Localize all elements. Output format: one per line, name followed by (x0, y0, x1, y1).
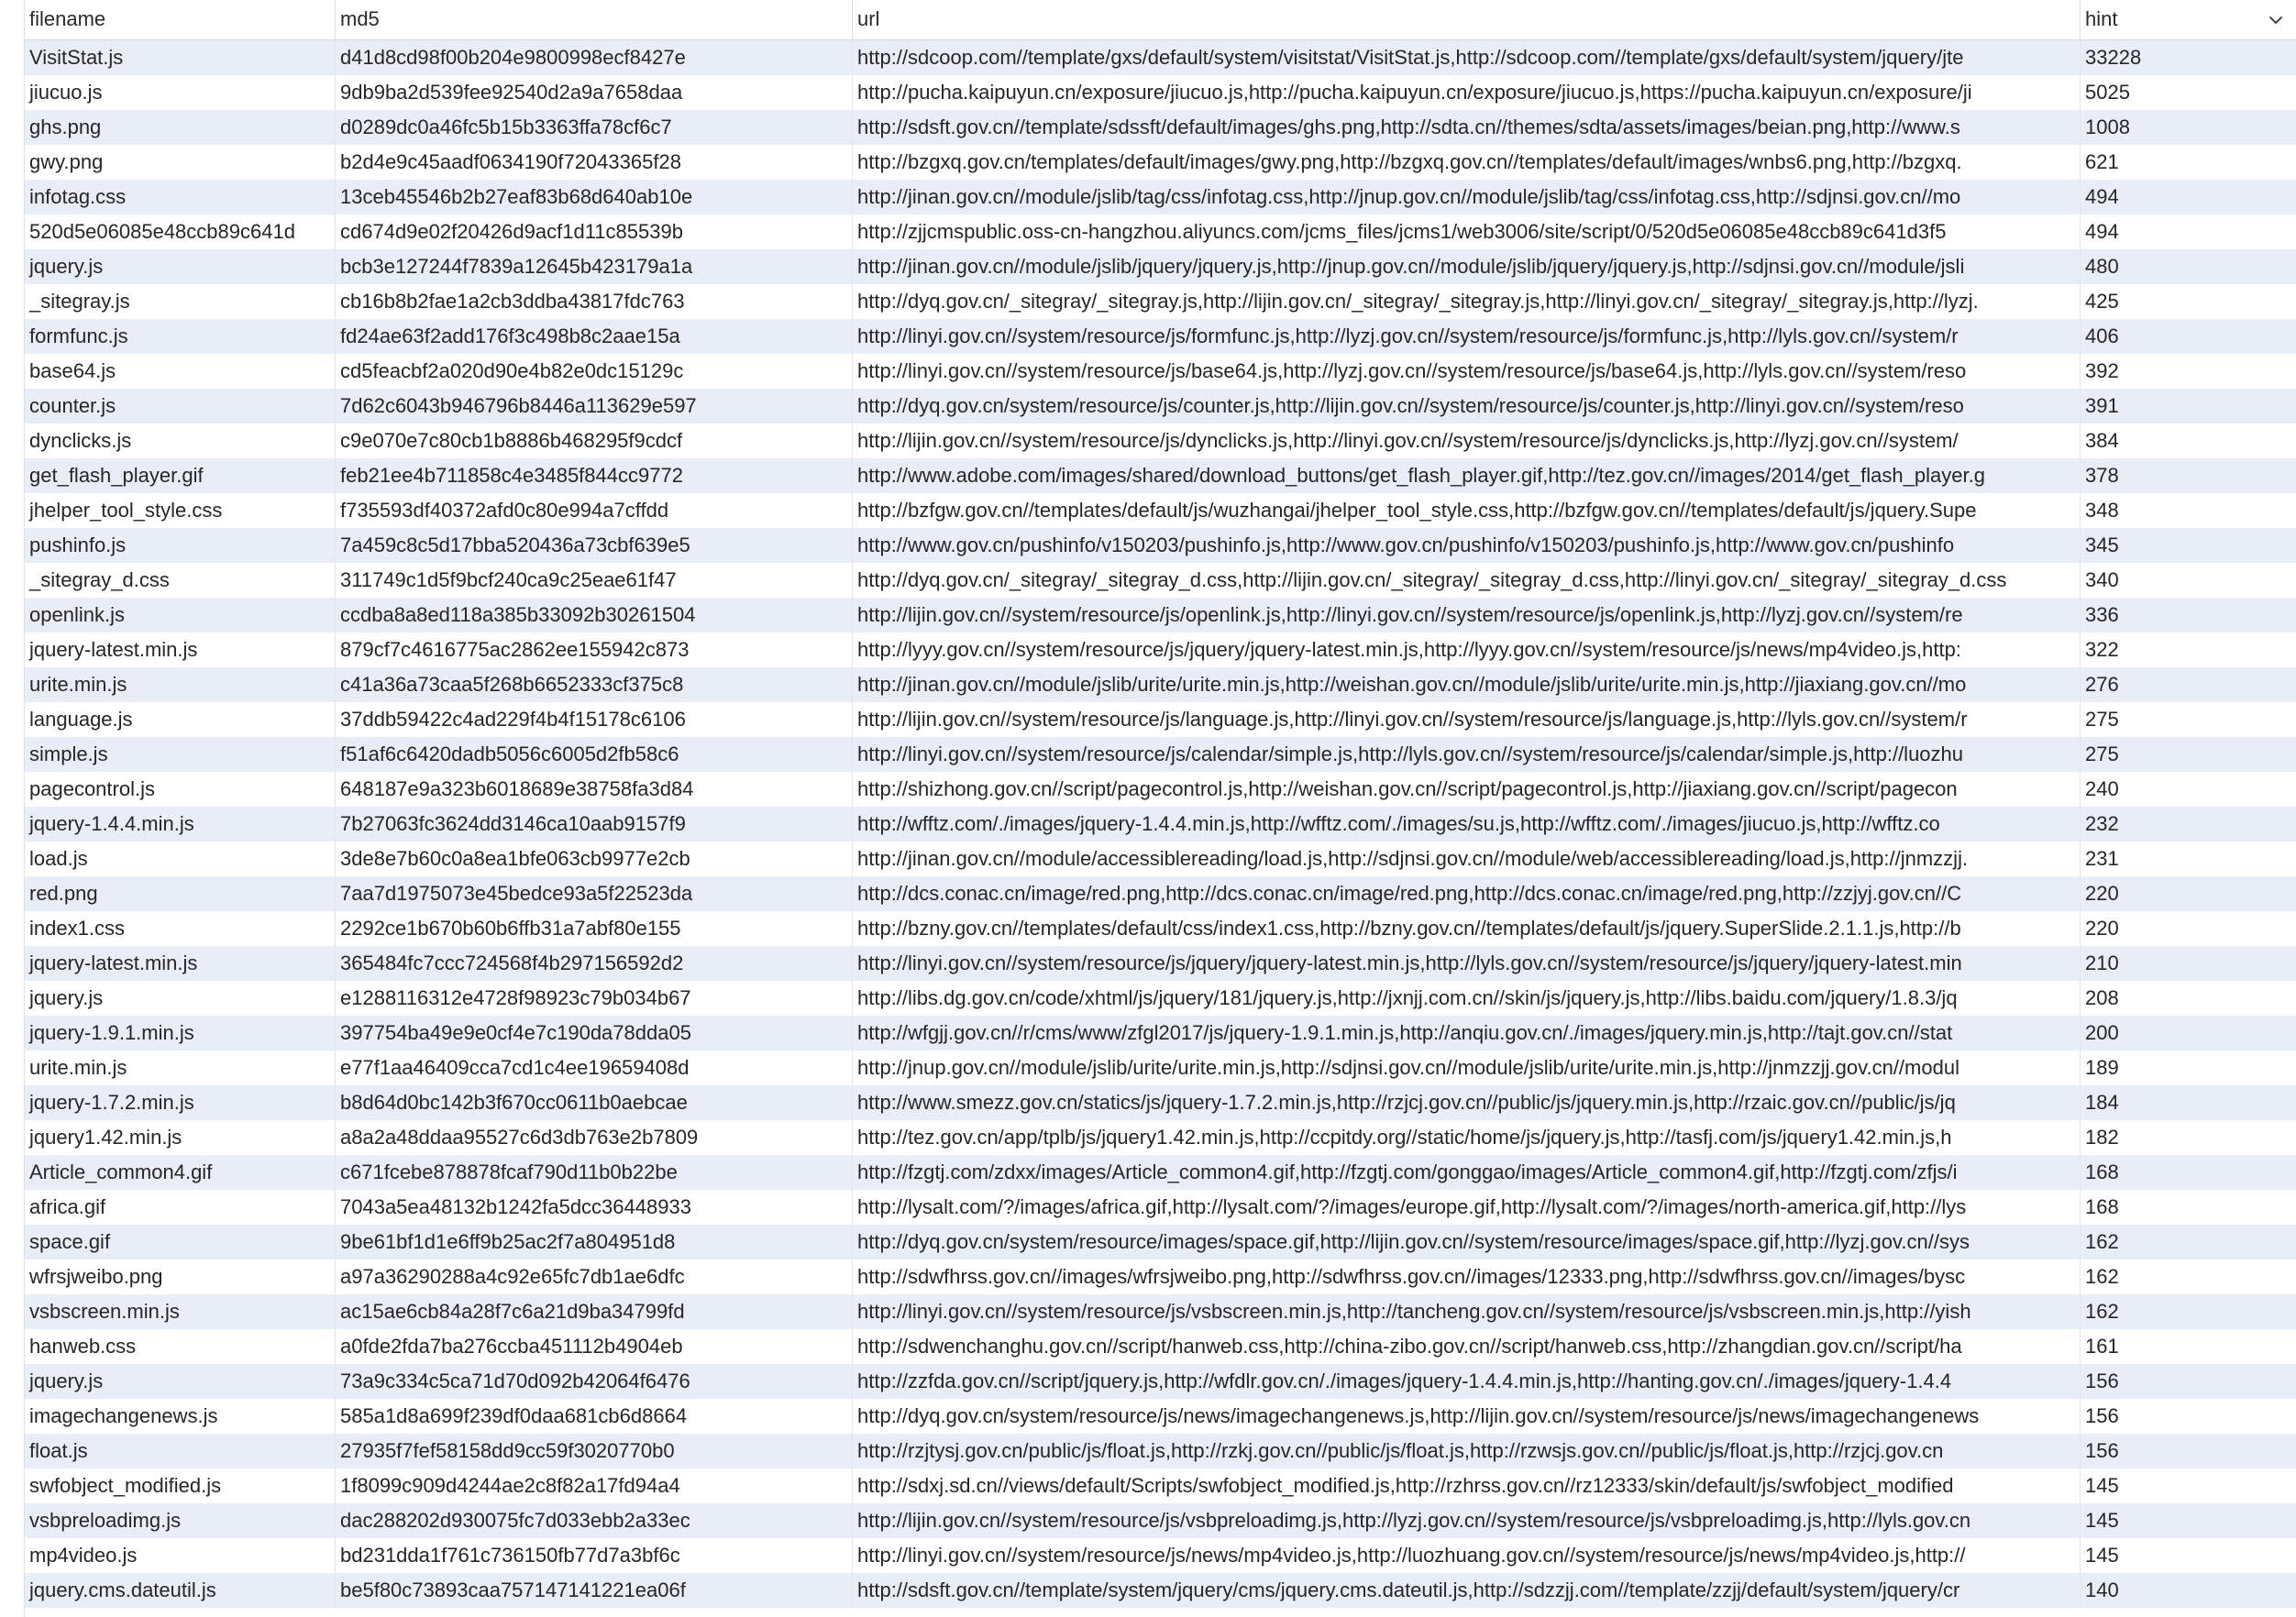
cell-hint[interactable]: 182 (2085, 1126, 2119, 1149)
cell-url[interactable]: http://fzgtj.com/zdxx/images/Article_common4.gif,http://fzgtj.com/gonggao/images/Article_common4.gif,http://fzgtj.com/zfjs/i (853, 1155, 2081, 1190)
cell-md5[interactable]: 311749c1d5f9bcf240ca9c25eae61f47 (336, 563, 853, 598)
cell-md5[interactable]: 9be61bf1d1e6ff9b25ac2f7a804951d8 (336, 1225, 853, 1260)
cell-hint[interactable]: 240 (2085, 777, 2119, 800)
cell-url[interactable]: http://lijin.gov.cn//system/resource/js/language.js,http://linyi.gov.cn//system/resource/js/language.js,http://lyls.gov.cn//system/r (853, 702, 2081, 737)
cell-filename[interactable]: counter.js (25, 389, 336, 424)
cell-md5[interactable]: dac288202d930075fc7d033ebb2a33ec (336, 1503, 853, 1538)
cell-md5[interactable]: c9e070e7c80cb1b8886b468295f9cdcf (336, 424, 853, 458)
cell-url[interactable]: http://sdwfhrss.gov.cn//images/wfrsjweibo.png,http://sdwfhrss.gov.cn//images/12333.png,http://sdwfhrss.gov.cn//images/bysc (853, 1260, 2081, 1294)
cell-filename[interactable]: simple.js (25, 737, 336, 772)
cell-filename[interactable]: jhelper_tool_style.css (25, 493, 336, 528)
cell-md5[interactable]: 7a459c8c5d17bba520436a73cbf639e5 (336, 528, 853, 563)
cell-hint[interactable]: 168 (2085, 1195, 2119, 1218)
cell-hint[interactable]: 345 (2085, 534, 2119, 556)
cell-filename[interactable]: pagecontrol.js (25, 772, 336, 807)
cell-filename[interactable]: jquery-latest.min.js (25, 632, 336, 667)
cell-md5[interactable]: d41d8cd98f00b204e9800998ecf8427e (336, 40, 853, 75)
cell-url[interactable]: http://www.adobe.com/images/shared/download_buttons/get_flash_player.gif,http://tez.gov.cn//images/2014/get_flash_player.g (853, 458, 2081, 493)
cell-filename[interactable]: hanweb.css (25, 1329, 336, 1364)
table-row[interactable] (25, 1155, 2296, 1190)
cell-url[interactable]: http://dyq.gov.cn/_sitegray/_sitegray_d.css,http://lijin.gov.cn/_sitegray/_sitegray_d.css,http://linyi.gov.cn/_sitegray/_sitegray_d.css (853, 563, 2081, 598)
cell-url[interactable]: http://linyi.gov.cn//system/resource/js/jquery/jquery-latest.min.js,http://lyls.gov.cn//system/resource/js/jquery/jquery-latest.min (853, 946, 2081, 981)
cell-filename[interactable]: index1.css (25, 911, 336, 946)
table-row[interactable] (25, 1260, 2296, 1294)
cell-url[interactable]: http://pucha.kaipuyun.cn/exposure/jiucuo.js,http://pucha.kaipuyun.cn/exposure/jiucuo.js,https://pucha.kaipuyun.cn/exposure/ji (853, 75, 2081, 110)
cell-url[interactable]: http://tez.gov.cn/app/tplb/js/jquery1.42.min.js,http://ccpitdy.org//static/home/js/jquery.js,http://tasfj.com/js/jquery1.42.min.js,h (853, 1120, 2081, 1155)
cell-hint[interactable]: 340 (2085, 568, 2119, 591)
table-row[interactable] (25, 528, 2296, 563)
cell-hint[interactable]: 378 (2085, 464, 2119, 487)
cell-md5[interactable]: 585a1d8a699f239df0daa681cb6d8664 (336, 1399, 853, 1434)
table-row[interactable] (25, 145, 2296, 180)
cell-filename[interactable]: pushinfo.js (25, 528, 336, 563)
cell-hint[interactable]: 391 (2085, 394, 2119, 417)
cell-url[interactable]: http://jinan.gov.cn//module/jslib/tag/css/infotag.css,http://jnup.gov.cn//module/jslib/tag/css/infotag.css,http://sdjnsi.gov.cn//mo (853, 180, 2081, 214)
cell-hint[interactable]: 156 (2085, 1439, 2119, 1462)
cell-hint[interactable]: 480 (2085, 255, 2119, 278)
cell-url[interactable]: http://dyq.gov.cn/system/resource/js/news/imagechangenews.js,http://lijin.gov.cn//system/resource/js/news/imagechangenews (853, 1399, 2081, 1434)
cell-filename[interactable]: mp4video.js (25, 1538, 336, 1573)
table-row[interactable] (25, 1434, 2296, 1468)
cell-hint[interactable]: 210 (2085, 952, 2119, 974)
table-body (25, 40, 2296, 1608)
table-row[interactable] (25, 1364, 2296, 1399)
table-row[interactable] (25, 424, 2296, 458)
cell-filename[interactable]: vsbscreen.min.js (25, 1294, 336, 1329)
cell-filename[interactable]: jquery-1.9.1.min.js (25, 1016, 336, 1050)
cell-md5[interactable]: 27935f7fef58158dd9cc59f3020770b0 (336, 1434, 853, 1468)
cell-md5[interactable]: ac15ae6cb84a28f7c6a21d9ba34799fd (336, 1294, 853, 1329)
table-row[interactable] (25, 598, 2296, 632)
cell-url[interactable]: http://zjjcmspublic.oss-cn-hangzhou.aliyuncs.com/jcms_files/jcms1/web3006/site/script/0/520d5e06085e48ccb89c641d3f5 (853, 214, 2081, 249)
cell-hint[interactable]: 621 (2085, 150, 2119, 173)
table-row[interactable] (25, 632, 2296, 667)
table-row[interactable] (25, 354, 2296, 389)
cell-url[interactable]: http://lysalt.com/?/images/africa.gif,http://lysalt.com/?/images/europe.gif,http://lysalt.com/?/images/north-america.gif,http://lys (853, 1190, 2081, 1225)
cell-filename[interactable]: wfrsjweibo.png (25, 1260, 336, 1294)
cell-md5[interactable]: 7b27063fc3624dd3146ca10aab9157f9 (336, 807, 853, 842)
cell-hint[interactable]: 425 (2085, 290, 2119, 313)
cell-url[interactable]: http://linyi.gov.cn//system/resource/js/news/mp4video.js,http://luozhuang.gov.cn//system/resource/js/news/mp4video.js,http:// (853, 1538, 2081, 1573)
cell-url[interactable]: http://linyi.gov.cn//system/resource/js/calendar/simple.js,http://lyls.gov.cn//system/resource/js/calendar/simple.js,http://luozhu (853, 737, 2081, 772)
cell-url[interactable]: http://shizhong.gov.cn//script/pagecontrol.js,http://weishan.gov.cn//script/pagecontrol.js,http://jiaxiang.gov.cn//script/pagecon (853, 772, 2081, 807)
cell-url[interactable]: http://jnup.gov.cn//module/jslib/urite/urite.min.js,http://sdjnsi.gov.cn//module/jslib/urite/urite.min.js,http://jnmzzjj.gov.cn//modul (853, 1050, 2081, 1085)
cell-url[interactable]: http://www.smezz.gov.cn/statics/js/jquery-1.7.2.min.js,http://rzjcj.gov.cn//public/js/jquery.min.js,http://rzaic.gov.cn//public/js/jq (853, 1085, 2081, 1120)
cell-hint[interactable]: 168 (2085, 1160, 2119, 1183)
table-row[interactable] (25, 1016, 2296, 1050)
cell-url[interactable]: http://bzfgw.gov.cn//templates/default/js/wuzhangai/jhelper_tool_style.css,http://bzfgw.gov.cn//templates/default/js/jquery.Supe (853, 493, 2081, 528)
cell-url[interactable]: http://dyq.gov.cn/system/resource/images/space.gif,http://lijin.gov.cn//system/resource/images/space.gif,http://lyzj.gov.cn//sys (853, 1225, 2081, 1260)
table-row[interactable] (25, 1399, 2296, 1434)
table-row[interactable] (25, 319, 2296, 354)
cell-md5[interactable]: e77f1aa46409cca7cd1c4ee19659408d (336, 1050, 853, 1085)
cell-md5[interactable]: feb21ee4b711858c4e3485f844cc9772 (336, 458, 853, 493)
table-row[interactable] (25, 110, 2296, 145)
cell-url[interactable]: http://wfftz.com/./images/jquery-1.4.4.min.js,http://wfftz.com/./images/su.js,http://wfftz.com/./images/jiucuo.js,http://wfftz.co (853, 807, 2081, 842)
cell-filename[interactable]: VisitStat.js (25, 40, 336, 75)
cell-filename[interactable]: openlink.js (25, 598, 336, 632)
cell-hint[interactable]: 392 (2085, 359, 2119, 382)
cell-hint[interactable]: 189 (2085, 1056, 2119, 1079)
cell-hint[interactable]: 1008 (2085, 116, 2130, 138)
cell-filename[interactable]: jquery1.42.min.js (25, 1120, 336, 1155)
cell-url[interactable]: http://jinan.gov.cn//module/jslib/urite/urite.min.js,http://weishan.gov.cn//module/jslib/urite/urite.min.js,http://jiaxiang.gov.cn//mo (853, 667, 2081, 702)
cell-url[interactable]: http://www.gov.cn/pushinfo/v150203/pushinfo.js,http://www.gov.cn/pushinfo/v150203/pushinfo.js,http://www.gov.cn/pushinfo (853, 528, 2081, 563)
cell-url[interactable]: http://linyi.gov.cn//system/resource/js/base64.js,http://lyzj.gov.cn//system/resource/js/base64.js,http://lyls.gov.cn//system/reso (853, 354, 2081, 389)
cell-md5[interactable]: 1f8099c909d4244ae2c8f82a17fd94a4 (336, 1468, 853, 1503)
cell-hint[interactable]: 406 (2085, 324, 2119, 347)
cell-filename[interactable]: load.js (25, 842, 336, 876)
cell-url[interactable]: http://sdwenchanghu.gov.cn//script/hanweb.css,http://china-zibo.gov.cn//script/hanweb.css,http://zhangdian.gov.cn//script/ha (853, 1329, 2081, 1364)
cell-md5[interactable]: fd24ae63f2add176f3c498b8c2aae15a (336, 319, 853, 354)
cell-url[interactable]: http://dyq.gov.cn/system/resource/js/counter.js,http://lijin.gov.cn//system/resource/js/counter.js,http://linyi.gov.cn//system/reso (853, 389, 2081, 424)
table-row[interactable] (25, 1538, 2296, 1573)
column-header-filename[interactable] (25, 0, 336, 39)
cell-filename[interactable]: swfobject_modified.js (25, 1468, 336, 1503)
cell-md5[interactable]: a97a36290288a4c92e65fc7db1ae6dfc (336, 1260, 853, 1294)
cell-filename[interactable]: base64.js (25, 354, 336, 389)
cell-hint[interactable]: 184 (2085, 1091, 2119, 1114)
table-row[interactable] (25, 1050, 2296, 1085)
cell-filename[interactable]: imagechangenews.js (25, 1399, 336, 1434)
table-row[interactable] (25, 389, 2296, 424)
cell-md5[interactable]: 2292ce1b670b60b6ffb31a7abf80e155 (336, 911, 853, 946)
cell-hint[interactable]: 145 (2085, 1474, 2119, 1497)
cell-url[interactable]: http://lyyy.gov.cn//system/resource/js/jquery/jquery-latest.min.js,http://lyyy.gov.cn//system/resource/js/news/mp4video.js,http: (853, 632, 2081, 667)
cell-hint[interactable]: 156 (2085, 1370, 2119, 1392)
cell-filename[interactable]: jquery-1.7.2.min.js (25, 1085, 336, 1120)
cell-hint[interactable]: 161 (2085, 1335, 2119, 1358)
cell-hint[interactable]: 162 (2085, 1265, 2119, 1288)
cell-hint[interactable]: 140 (2085, 1578, 2119, 1601)
cell-url[interactable]: http://dyq.gov.cn/_sitegray/_sitegray.js,http://lijin.gov.cn/_sitegray/_sitegray.js,http://linyi.gov.cn/_sitegray/_sitegray.js,http://lyzj. (853, 284, 2081, 319)
table-row[interactable] (25, 1190, 2296, 1225)
cell-md5[interactable]: a8a2a48ddaa95527c6d3db763e2b7809 (336, 1120, 853, 1155)
cell-filename[interactable]: _sitegray.js (25, 284, 336, 319)
cell-hint[interactable]: 5025 (2085, 81, 2130, 104)
cell-hint[interactable]: 336 (2085, 603, 2119, 626)
cell-md5[interactable]: c41a36a73caa5f268b6652333cf375c8 (336, 667, 853, 702)
cell-hint[interactable]: 276 (2085, 673, 2119, 696)
cell-filename[interactable]: jquery.js (25, 1364, 336, 1399)
cell-hint[interactable]: 275 (2085, 742, 2119, 765)
cell-filename[interactable]: jquery-latest.min.js (25, 946, 336, 981)
table-row[interactable] (25, 1573, 2296, 1608)
chevron-down-icon[interactable] (2268, 13, 2283, 28)
cell-hint[interactable]: 162 (2085, 1300, 2119, 1323)
cell-filename[interactable]: float.js (25, 1434, 336, 1468)
table-row[interactable] (25, 667, 2296, 702)
cell-md5[interactable]: be5f80c73893caa757147141221ea06f (336, 1573, 853, 1608)
row-gutter (0, 0, 25, 1617)
table-row[interactable] (25, 1294, 2296, 1329)
cell-md5[interactable]: a0fde2fda7ba276ccba451112b4904eb (336, 1329, 853, 1364)
table-row[interactable] (25, 75, 2296, 110)
cell-md5[interactable]: b8d64d0bc142b3f670cc0611b0aebcae (336, 1085, 853, 1120)
cell-filename[interactable]: language.js (25, 702, 336, 737)
cell-hint[interactable]: 145 (2085, 1544, 2119, 1567)
column-header-label: md5 (340, 7, 380, 30)
cell-md5[interactable]: 73a9c334c5ca71d70d092b42064f6476 (336, 1364, 853, 1399)
cell-hint[interactable]: 494 (2085, 185, 2119, 208)
cell-md5[interactable]: c671fcebe878878fcaf790d11b0b22be (336, 1155, 853, 1190)
cell-url[interactable]: http://sdcoop.com//template/gxs/default/system/visitstat/VisitStat.js,http://sdcoop.com//template/gxs/default/system/jquery/jte (853, 40, 2081, 75)
cell-url[interactable]: http://zzfda.gov.cn//script/jquery.js,http://wfdlr.gov.cn/./images/jquery-1.4.4.min.js,http://hanting.gov.cn/./images/jquery-1.4.4 (853, 1364, 2081, 1399)
cell-hint[interactable]: 494 (2085, 220, 2119, 243)
table-row[interactable] (25, 772, 2296, 807)
column-header-label: hint (2085, 7, 2118, 30)
cell-hint[interactable]: 208 (2085, 986, 2119, 1009)
column-header-url[interactable] (853, 0, 2081, 39)
cell-filename[interactable]: jquery.cms.dateutil.js (25, 1573, 336, 1608)
cell-hint[interactable]: 232 (2085, 812, 2119, 835)
cell-url[interactable]: http://linyi.gov.cn//system/resource/js/vsbscreen.min.js,http://tancheng.gov.cn//system/resource/js/vsbscreen.min.js,http://yish (853, 1294, 2081, 1329)
cell-md5[interactable]: 7043a5ea48132b1242fa5dcc36448933 (336, 1190, 853, 1225)
cell-url[interactable]: http://sdxj.sd.cn//views/default/Scripts/swfobject_modified.js,http://rzhrss.gov.cn//rz12333/skin/default/js/swfobject_modified (853, 1468, 2081, 1503)
cell-hint[interactable]: 275 (2085, 708, 2119, 731)
cell-url[interactable]: http://linyi.gov.cn//system/resource/js/formfunc.js,http://lyzj.gov.cn//system/resource/js/formfunc.js,http://lyls.gov.cn//system/r (853, 319, 2081, 354)
cell-md5[interactable]: 7aa7d1975073e45bedce93a5f22523da (336, 876, 853, 911)
table-row[interactable] (25, 737, 2296, 772)
cell-md5[interactable]: ccdba8a8ed118a385b33092b30261504 (336, 598, 853, 632)
cell-filename[interactable]: jiucuo.js (25, 75, 336, 110)
cell-url[interactable]: http://dcs.conac.cn/image/red.png,http://dcs.conac.cn/image/red.png,http://dcs.conac.cn/image/red.png,http://zzjyj.gov.cn//C (853, 876, 2081, 911)
table-row[interactable] (25, 981, 2296, 1016)
table-row[interactable] (25, 249, 2296, 284)
cell-url[interactable]: http://sdsft.gov.cn//template/sdssft/default/images/ghs.png,http://sdta.cn//themes/sdta/assets/images/beian.png,http://www.s (853, 110, 2081, 145)
cell-hint[interactable]: 156 (2085, 1404, 2119, 1427)
cell-hint[interactable]: 145 (2085, 1509, 2119, 1532)
cell-md5[interactable]: 879cf7c4616775ac2862ee155942c873 (336, 632, 853, 667)
cell-md5[interactable]: 13ceb45546b2b27eaf83b68d640ab10e (336, 180, 853, 214)
cell-md5[interactable]: d0289dc0a46fc5b15b3363ffa78cf6c7 (336, 110, 853, 145)
cell-md5[interactable]: e1288116312e4728f98923c79b034b67 (336, 981, 853, 1016)
table-row[interactable] (25, 702, 2296, 737)
table-row[interactable] (25, 284, 2296, 319)
column-header-label: filename (29, 7, 106, 30)
cell-url[interactable]: http://bzgxq.gov.cn/templates/default/images/gwy.png,http://bzgxq.gov.cn//templates/default/images/wnbs6.png,http://bzgxq. (853, 145, 2081, 180)
column-header-label: url (857, 7, 880, 30)
cell-hint[interactable]: 231 (2085, 847, 2119, 870)
cell-filename[interactable]: red.png (25, 876, 336, 911)
cell-filename[interactable]: infotag.css (25, 180, 336, 214)
cell-url[interactable]: http://bzny.gov.cn//templates/default/css/index1.css,http://bzny.gov.cn//templates/default/js/jquery.SuperSlide.2.1.1.js,http://b (853, 911, 2081, 946)
column-header-hint[interactable] (2081, 0, 2296, 39)
table-row[interactable] (25, 1225, 2296, 1260)
cell-url[interactable]: http://jinan.gov.cn//module/accessiblereading/load.js,http://sdjnsi.gov.cn//module/web/accessiblereading/load.js,http://jnmzzjj. (853, 842, 2081, 876)
cell-hint[interactable]: 348 (2085, 499, 2119, 522)
cell-filename[interactable]: urite.min.js (25, 1050, 336, 1085)
column-header-md5[interactable] (336, 0, 853, 39)
cell-md5[interactable]: 648187e9a323b6018689e38758fa3d84 (336, 772, 853, 807)
cell-url[interactable]: http://libs.dg.gov.cn/code/xhtml/js/jquery/181/jquery.js,http://jxnjj.com.cn//skin/js/jquery.js,http://libs.baidu.com/jquery/1.8.3/jq (853, 981, 2081, 1016)
cell-filename[interactable]: dynclicks.js (25, 424, 336, 458)
table-row[interactable] (25, 1085, 2296, 1120)
cell-md5[interactable]: 365484fc7ccc724568f4b297156592d2 (336, 946, 853, 981)
table-row[interactable] (25, 946, 2296, 981)
cell-url[interactable]: http://lijin.gov.cn//system/resource/js/vsbpreloadimg.js,http://lyzj.gov.cn//system/resource/js/vsbpreloadimg.js,http://lyls.gov.cn (853, 1503, 2081, 1538)
table-row[interactable] (25, 180, 2296, 214)
cell-filename[interactable]: get_flash_player.gif (25, 458, 336, 493)
cell-url[interactable]: http://lijin.gov.cn//system/resource/js/openlink.js,http://linyi.gov.cn//system/resource/js/openlink.js,http://lyzj.gov.cn//system/re (853, 598, 2081, 632)
table-row[interactable] (25, 493, 2296, 528)
cell-md5[interactable]: bcb3e127244f7839a12645b423179a1a (336, 249, 853, 284)
cell-filename[interactable]: jquery.js (25, 249, 336, 284)
cell-filename[interactable]: vsbpreloadimg.js (25, 1503, 336, 1538)
cell-hint[interactable]: 33228 (2085, 46, 2142, 69)
table-row[interactable] (25, 911, 2296, 946)
table-row[interactable] (25, 214, 2296, 249)
cell-md5[interactable]: 3de8e7b60c0a8ea1bfe063cb9977e2cb (336, 842, 853, 876)
cell-md5[interactable]: f51af6c6420dadb5056c6005d2fb58c6 (336, 737, 853, 772)
cell-filename[interactable]: _sitegray_d.css (25, 563, 336, 598)
table-row[interactable] (25, 1120, 2296, 1155)
cell-hint[interactable]: 322 (2085, 638, 2119, 661)
table-row[interactable] (25, 563, 2296, 598)
cell-filename[interactable]: space.gif (25, 1225, 336, 1260)
table-row[interactable] (25, 458, 2296, 493)
cell-url[interactable]: http://jinan.gov.cn//module/jslib/jquery/jquery.js,http://jnup.gov.cn//module/jslib/jquery/jquery.js,http://sdjnsi.gov.cn//module/jsli (853, 249, 2081, 284)
cell-filename[interactable]: jquery-1.4.4.min.js (25, 807, 336, 842)
cell-md5[interactable]: 37ddb59422c4ad229f4b4f15178c6106 (336, 702, 853, 737)
cell-md5[interactable]: cd674d9e02f20426d9acf1d11c85539b (336, 214, 853, 249)
cell-md5[interactable]: 397754ba49e9e0cf4e7c190da78dda05 (336, 1016, 853, 1050)
cell-url[interactable]: http://sdsft.gov.cn//template/system/jquery/cms/jquery.cms.dateutil.js,http://sdzzjj.com//template/zzjj/default/system/jquery/cr (853, 1573, 2081, 1608)
cell-filename[interactable]: ghs.png (25, 110, 336, 145)
cell-url[interactable]: http://wfgjj.gov.cn//r/cms/www/zfgl2017/js/jquery-1.9.1.min.js,http://anqiu.gov.cn/./images/jquery.min.js,http://tajt.gov.cn//stat (853, 1016, 2081, 1050)
table-row[interactable] (25, 876, 2296, 911)
cell-filename[interactable]: africa.gif (25, 1190, 336, 1225)
cell-md5[interactable]: cb16b8b2fae1a2cb3ddba43817fdc763 (336, 284, 853, 319)
cell-hint[interactable]: 384 (2085, 429, 2119, 452)
cell-filename[interactable]: gwy.png (25, 145, 336, 180)
table-row[interactable] (25, 1468, 2296, 1503)
cell-md5[interactable]: b2d4e9c45aadf0634190f72043365f28 (336, 145, 853, 180)
table-row[interactable] (25, 40, 2296, 75)
cell-url[interactable]: http://lijin.gov.cn//system/resource/js/dynclicks.js,http://linyi.gov.cn//system/resource/js/dynclicks.js,http://lyzj.gov.cn//system/ (853, 424, 2081, 458)
cell-filename[interactable]: formfunc.js (25, 319, 336, 354)
cell-url[interactable]: http://rzjtysj.gov.cn/public/js/float.js,http://rzkj.gov.cn//public/js/float.js,http://rzwsjs.gov.cn//public/js/float.js,http://rzjcj.gov.cn (853, 1434, 2081, 1468)
cell-md5[interactable]: 9db9ba2d539fee92540d2a9a7658daa (336, 75, 853, 110)
cell-filename[interactable]: 520d5e06085e48ccb89c641d (25, 214, 336, 249)
cell-hint[interactable]: 220 (2085, 882, 2119, 905)
cell-md5[interactable]: 7d62c6043b946796b8446a113629e597 (336, 389, 853, 424)
cell-md5[interactable]: f735593df40372afd0c80e994a7cffdd (336, 493, 853, 528)
table-row[interactable] (25, 842, 2296, 876)
cell-hint[interactable]: 200 (2085, 1021, 2119, 1044)
cell-hint[interactable]: 220 (2085, 917, 2119, 940)
cell-filename[interactable]: urite.min.js (25, 667, 336, 702)
table-row[interactable] (25, 1503, 2296, 1538)
table-row[interactable] (25, 807, 2296, 842)
table-row[interactable] (25, 1329, 2296, 1364)
column-header-row (25, 0, 2296, 40)
cell-hint[interactable]: 162 (2085, 1230, 2119, 1253)
cell-md5[interactable]: cd5feacbf2a020d90e4b82e0dc15129c (336, 354, 853, 389)
cell-md5[interactable]: bd231dda1f761c736150fb77d7a3bf6c (336, 1538, 853, 1573)
cell-filename[interactable]: jquery.js (25, 981, 336, 1016)
cell-filename[interactable]: Article_common4.gif (25, 1155, 336, 1190)
